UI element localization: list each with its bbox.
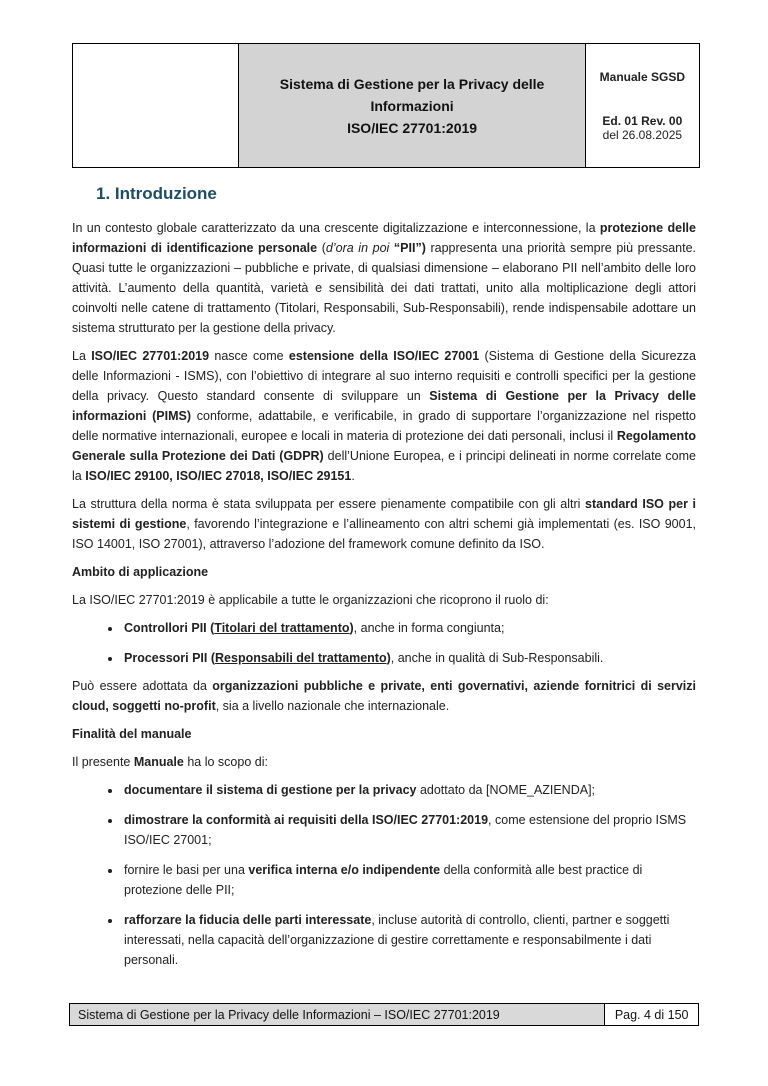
- text-run: Controllori PII (: [124, 621, 215, 635]
- page-number: Pag. 4 di 150: [605, 1004, 699, 1026]
- document-title: Sistema di Gestione per la Privacy delle Informazioni: [279, 75, 545, 114]
- logo-cell: [73, 44, 239, 168]
- text-run: conforme, adattabile, e verificabile, in grado di supportare l’organizzazione nel rispetto delle normative internazionali, europee e locali in materia di protezione dei dati personali, inclusi il: [72, 409, 697, 443]
- paragraph: [72, 494, 696, 554]
- header-row: [73, 44, 700, 168]
- text-run: In un contesto globale caratterizzato da una crescente digitalizzazione e interconnessione, la: [72, 221, 600, 235]
- paragraph: [72, 218, 696, 338]
- subsection-heading: Ambito di applicazione: [72, 565, 209, 579]
- subsection-heading: Finalità del manuale: [72, 727, 192, 741]
- bullet-list: [72, 618, 696, 668]
- text-run: (: [317, 241, 326, 255]
- paragraph: [72, 346, 696, 486]
- text-run: , sia a livello nazionale che internazionale.: [215, 699, 450, 713]
- text-run: Titolari del trattamento: [214, 621, 350, 635]
- header-title-cell: [239, 44, 585, 168]
- text-run: Processori PII (: [124, 651, 216, 665]
- text-run: La struttura della norma è stata sviluppata per essere pienamente compatibile con gli altri: [72, 497, 585, 511]
- document-content: [72, 182, 696, 978]
- text-run: dell’Unione Europea, e i principi delineati in norme correlate come la: [72, 449, 697, 483]
- bullet-item: [122, 648, 696, 668]
- section-heading: 1. Introduzione: [96, 184, 217, 203]
- text-run: estensione della ISO/IEC 27001: [288, 349, 480, 363]
- text-run: protezione delle informazioni di identificazione personale: [72, 221, 696, 255]
- paragraph: [72, 752, 696, 772]
- text-run: , come estensione del proprio ISMS ISO/IEC 27001;: [124, 813, 687, 847]
- edition-date: del 26.08.2025: [602, 127, 683, 142]
- footer-row: [70, 1004, 699, 1026]
- text-run: d’ora in poi: [325, 241, 390, 255]
- text-run: organizzazioni pubbliche e private, enti governativi, aziende fornitrici di servizi cloud, soggetti no-profit: [72, 679, 696, 713]
- text-run: Può essere adottata da: [72, 679, 213, 693]
- text-run: nasce come: [209, 349, 289, 363]
- text-run: fornire le basi per una: [124, 863, 249, 877]
- text-run: Sistema di Gestione per la Privacy delle informazioni (PIMS): [72, 389, 696, 423]
- text-run: Regolamento Generale sulla Protezione dei Dati (GDPR): [72, 429, 696, 463]
- text-run: ): [386, 651, 391, 665]
- text-run: documentare il sistema di gestione per la privacy: [124, 783, 417, 797]
- text-run: rappresenta una priorità sempre più pressante. Quasi tutte le organizzazioni – pubbliche e private, di qualsiasi dimensione – elaborano PII nell’ambito delle loro attività. L’aumento della quantità, varietà e sensibilità dei dati trattati, unito alla moltiplicazione degli attori coinvolti nelle catene di trattamento (Titolari, Responsabili, Sub-Responsabili), rende indispensabile adottare un sistema strutturato per la gestione della privacy.: [72, 241, 697, 335]
- text-run: “PII”): [393, 241, 426, 255]
- text-run: , anche in forma congiunta;: [353, 621, 505, 635]
- text-run: standard ISO per i sistemi di gestione: [72, 497, 696, 531]
- text-run: , favorendo l’integrazione e l’allineamento con altri schemi già implementati (es. ISO 9001, ISO 14001, ISO 27001), attraverso l’adozione del framework comune definito da ISO.: [72, 517, 697, 551]
- text-run: La: [72, 349, 92, 363]
- paragraph: [72, 590, 696, 610]
- bullet-item: [122, 780, 696, 800]
- text-run: ): [349, 621, 354, 635]
- text-run: rafforzare la fiducia delle parti interessate: [124, 913, 372, 927]
- text-run: ISO/IEC 29100, ISO/IEC 27018, ISO/IEC 29151: [85, 469, 352, 483]
- footer-document-title: Sistema di Gestione per la Privacy delle Informazioni – ISO/IEC 27701:2019: [70, 1004, 605, 1026]
- text-run: verifica interna e/o indipendente: [248, 863, 441, 877]
- bullet-item: [122, 860, 696, 900]
- text-run: Il presente: [72, 755, 134, 769]
- bullet-item: [122, 618, 696, 638]
- manual-code: Manuale SGSD: [599, 69, 686, 84]
- text-run: La ISO/IEC 27701:2019 è applicabile a tutte le organizzazioni che ricoprono il ruolo di:: [72, 593, 549, 607]
- bullet-list: [72, 780, 696, 970]
- bullet-item: [122, 910, 696, 970]
- edition-revision: Ed. 01 Rev. 00: [602, 113, 683, 128]
- text-run: ha lo scopo di:: [183, 755, 268, 769]
- text-run: , incluse autorità di controllo, clienti, partner e soggetti interessati, nella capacità dell’organizzazione di gestire correttamente e responsabilmente i dati personali.: [124, 913, 670, 967]
- text-run: adottato da [NOME_AZIENDA];: [416, 783, 596, 797]
- document-header: [72, 43, 700, 168]
- paragraph: [72, 676, 696, 716]
- document-standard: ISO/IEC 27701:2019: [347, 119, 478, 136]
- text-run: Manuale: [133, 755, 184, 769]
- header-meta-cell: [585, 44, 699, 168]
- document-footer: [69, 1003, 699, 1026]
- text-run: .: [351, 469, 355, 483]
- text-run: ISO/IEC 27701:2019: [91, 349, 210, 363]
- text-run: della conformità alle best practice di protezione delle PII;: [124, 863, 643, 897]
- text-run: , anche in qualità di Sub-Responsabili.: [390, 651, 604, 665]
- text-run: (Sistema di Gestione della Sicurezza delle Informazioni - ISMS), con l’obiettivo di integrare al suo interno requisiti e controlli specifici per la gestione della privacy. Questo standard consente di sviluppare un: [72, 349, 697, 403]
- bullet-item: [122, 810, 696, 850]
- text-run: dimostrare la conformità ai requisiti della ISO/IEC 27701:2019: [124, 813, 489, 827]
- text-run: Responsabili del trattamento: [215, 651, 387, 665]
